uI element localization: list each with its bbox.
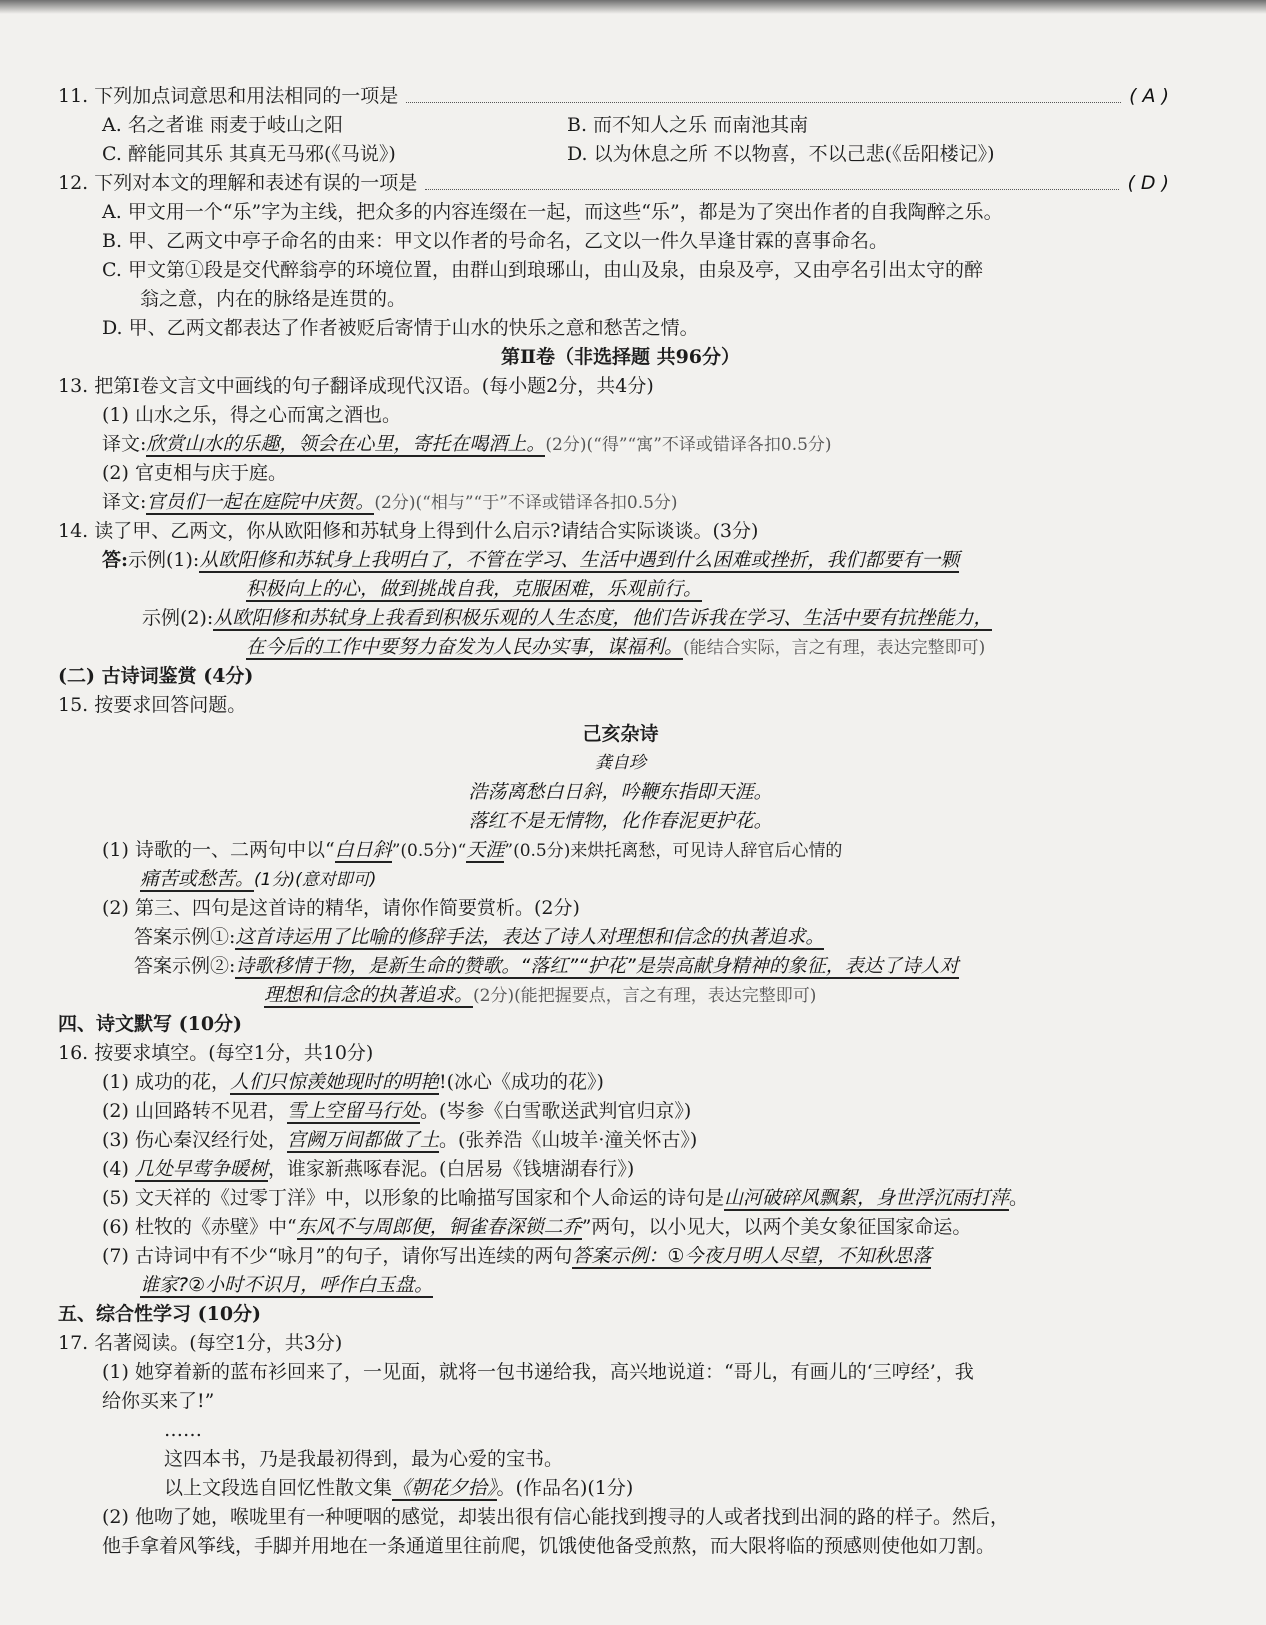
q12-stem: 12. 下列对本文的理解和表述有误的一项是 ( D ) <box>58 169 1183 198</box>
q15-stem: 15. 按要求回答问题。 <box>58 694 247 716</box>
q13-sentence-1: (1) 山水之乐，得之心而寓之酒也。 <box>102 404 401 426</box>
q13-translation-1: 译文:欣赏山水的乐趣，领会在心里，寄托在喝酒上。(2分)(“得”“寓”不译或错译各扣0.5分) <box>102 433 832 455</box>
q11-option-d: D. 以为休息之所 不以物喜，不以己悲(《岳阳楼记》) <box>567 143 995 165</box>
part2-title: 第Ⅱ卷（非选择题 共96分） <box>500 346 741 368</box>
q17-stem: 17. 名著阅读。(每空1分，共3分) <box>58 1332 343 1354</box>
q14-example-2-cont: 在今后的工作中要努力奋发为人民办实事，谋福利。(能结合实际，言之有理，表达完整即可) <box>246 636 986 658</box>
q11-options-ab <box>58 111 1183 140</box>
q14-stem: 14. 读了甲、乙两文，你从欧阳修和苏轼身上得到什么启示?请结合实际谈谈。(3分) <box>58 520 759 542</box>
q11-options-cd <box>58 140 1183 169</box>
section-poetry-title: (二) 古诗词鉴赏 (4分) <box>58 665 254 687</box>
q15-example-2: 答案示例②:诗歌移情于物，是新生命的赞歌。“落红”“护花”是崇高献身精神的象征，表达了诗人对 <box>134 955 959 977</box>
q12-option-a: A. 甲文用一个“乐”字为主线，把众多的内容连缀在一起，而这些“乐”，都是为了突出作者的自我陶醉之乐。 <box>102 201 1003 223</box>
poem-line-1: 浩荡离愁白日斜，吟鞭东指即天涯。 <box>468 781 773 803</box>
q12-answer: ( D ) <box>1127 172 1169 194</box>
q12-option-c-cont: 翁之意，内在的脉络是连贯的。 <box>140 288 407 310</box>
q16-item-2: (2) 山回路转不见君，雪上空留马行处。(岑参《白雪歌送武判官归京》) <box>102 1100 692 1122</box>
q16-item-5: (5) 文天祥的《过零丁洋》中，以形象的比喻描写国家和个人命运的诗句是山河破碎风飘絮，身世浮沉雨打萍。 <box>102 1187 1028 1209</box>
exam-page <box>58 82 1183 1561</box>
q17-passage-2: (2) 他吻了她，喉咙里有一种哽咽的感觉，却装出很有信心能找到搜寻的人或者找到出洞的路的样子。然后， <box>102 1506 1009 1528</box>
dot-leader <box>406 82 1121 103</box>
q13-translation-2: 译文:官员们一起在庭院中庆贺。(2分)(“相与”“于”不译或错译各扣0.5分) <box>102 491 678 513</box>
q13-answer-1: 欣赏山水的乐趣，领会在心里，寄托在喝酒上。 <box>146 433 546 455</box>
q17-passage-1-end: 这四本书，乃是我最初得到，最为心爱的宝书。 <box>164 1448 564 1470</box>
q11-answer: ( A ) <box>1129 85 1169 107</box>
q15-part-1-cont: 痛苦或愁苦。(1分)(意对即可) <box>140 868 377 890</box>
q12-option-d: D. 甲、乙两文都表达了作者被贬后寄情于山水的快乐之意和愁苦之情。 <box>102 317 699 339</box>
q17-ellipsis: …… <box>164 1419 202 1441</box>
q15-example-2-cont: 理想和信念的执著追求。(2分)(能把握要点，言之有理，表达完整即可) <box>264 984 817 1006</box>
q16-item-1: (1) 成功的花，人们只惊羡她现时的明艳!(冰心《成功的花》) <box>102 1071 604 1093</box>
section-comprehensive-title: 五、综合性学习 (10分) <box>58 1303 262 1325</box>
q14-example-2: 示例(2):从欧阳修和苏轼身上我看到积极乐观的人生态度，他们告诉我在学习、生活中要有抗挫能力， <box>142 607 993 629</box>
q16-item-7: (7) 古诗词中有不少“咏月”的句子，请你写出连续的两句答案示例：①今夜月明人尽望，不知秋思落 <box>102 1245 932 1267</box>
section-recitation-title: 四、诗文默写 (10分) <box>58 1013 243 1035</box>
q13-stem: 13. 把第Ⅰ卷文言文中画线的句子翻译成现代汉语。(每小题2分，共4分) <box>58 375 654 397</box>
q11-option-a: A. 名之者谁 雨麦于岐山之阳 <box>102 114 343 136</box>
q14-example-1: 答:示例(1):从欧阳修和苏轼身上我明白了，不管在学习、生活中遇到什么困难或挫折，我们都要有一颗 <box>102 549 960 571</box>
q16-stem: 16. 按要求填空。(每空1分，共10分) <box>58 1042 374 1064</box>
q17-passage-1: (1) 她穿着新的蓝布衫回来了，一见面，就将一包书递给我，高兴地说道：“哥儿，有画儿的‘三哼经’，我 <box>102 1361 974 1383</box>
q11-stem: 11. 下列加点词意思和用法相同的一项是 ( A ) <box>58 82 1183 111</box>
q15-part-2: (2) 第三、四句是这首诗的精华，请你作简要赏析。(2分) <box>102 897 580 919</box>
q15-example-1: 答案示例①:这首诗运用了比喻的修辞手法，表达了诗人对理想和信念的执著追求。 <box>134 926 825 948</box>
q11-option-c: C. 醉能同其乐 其真无马邪(《马说》) <box>102 143 396 165</box>
q16-item-7-cont: 谁家?②小时不识月，呼作白玉盘。 <box>140 1274 434 1296</box>
q12-option-c: C. 甲文第①段是交代醉翁亭的环境位置，由群山到琅琊山，由山及泉，由泉及亭，又由亭名引出太守的醉 <box>102 259 983 281</box>
poem-title: 己亥杂诗 <box>582 723 659 745</box>
q17-passage-2-cont: 他手拿着风筝线，手脚并用地在一条通道里往前爬，饥饿使他备受煎熬，而大限将临的预感则使他如刀割。 <box>102 1535 996 1557</box>
dot-leader <box>425 169 1119 190</box>
q13-sentence-2: (2) 官吏相与庆于庭。 <box>102 462 287 484</box>
q16-item-4: (4) 几处早莺争暖树，谁家新燕啄春泥。(白居易《钱塘湖春行》) <box>102 1158 635 1180</box>
q16-item-6: (6) 杜牧的《赤壁》中“东风不与周郎便，铜雀春深锁二乔”两句，以小见大，以两个美女象征国家命运。 <box>102 1216 972 1238</box>
scan-top-edge <box>0 0 1266 14</box>
q17-passage-1-cont: 给你买来了!” <box>102 1390 215 1412</box>
q16-item-3: (3) 伤心秦汉经行处，宫阙万间都做了土。(张养浩《山坡羊·潼关怀古》) <box>102 1129 698 1151</box>
q14-example-1-cont: 积极向上的心，做到挑战自我，克服困难，乐观前行。 <box>246 578 703 600</box>
q15-part-1: (1) 诗歌的一、二两句中以“白日斜”(0.5分)“天涯”(0.5分)来烘托离愁，可见诗人辞官后心情的 <box>102 839 843 861</box>
poem-line-2: 落红不是无情物，化作春泥更护花。 <box>468 810 773 832</box>
q11-option-b: B. 而不知人之乐 而南池其南 <box>567 114 809 136</box>
q17-question-1: 以上文段选自回忆性散文集《朝花夕拾》。(作品名)(1分) <box>164 1477 634 1499</box>
q12-option-b: B. 甲、乙两文中亭子命名的由来：甲文以作者的号命名，乙文以一件久旱逢甘霖的喜事命名。 <box>102 230 889 252</box>
q13-answer-2: 官员们一起在庭院中庆贺。 <box>146 491 375 513</box>
poem-author: 龚自珍 <box>595 753 646 773</box>
